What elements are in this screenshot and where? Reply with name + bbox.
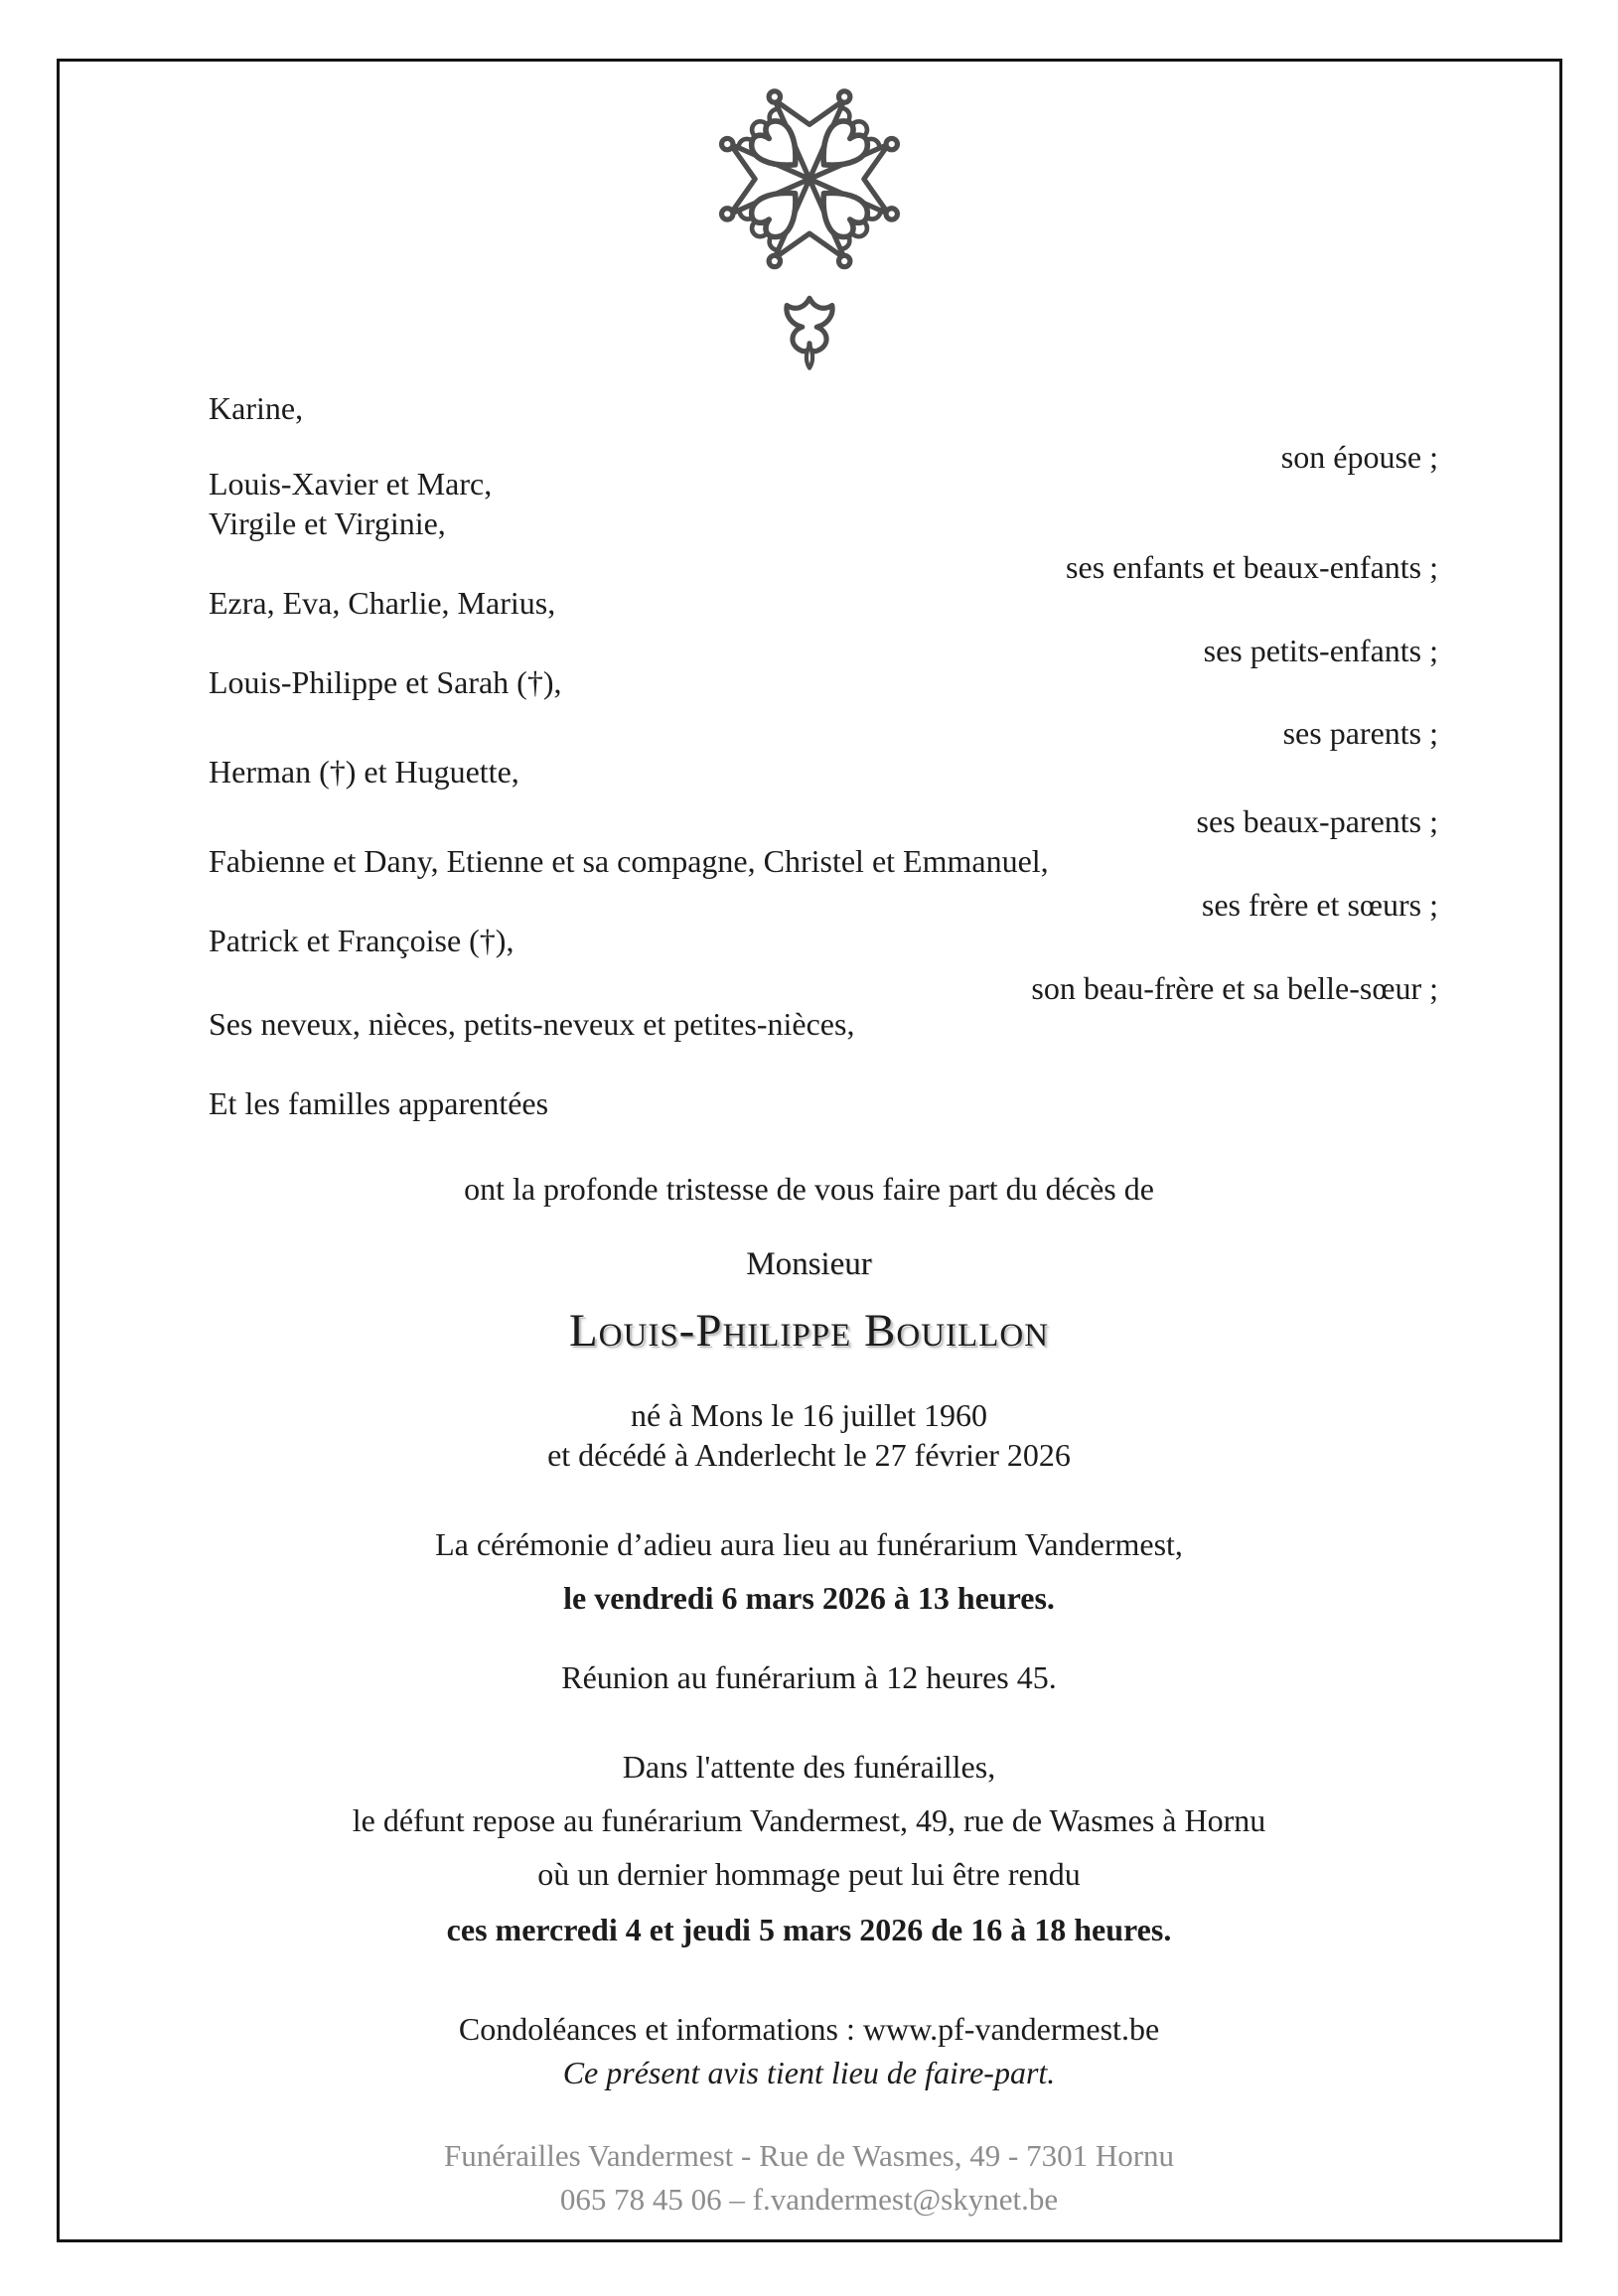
visitation-hours-line: ces mercredi 4 et jeudi 5 mars 2026 de 16 à 18 heures. [446,1912,1172,1947]
family-name-line: Et les familles apparentées [209,1085,549,1121]
announcement-intro: ont la profonde tristesse de vous faire part du décès de [464,1171,1154,1207]
family-relation-line: son beau-frère et sa belle-sœur ; [1031,970,1438,1006]
ceremony-datetime-line: le vendredi 6 mars 2026 à 13 heures. [563,1580,1055,1616]
ceremony-meeting-line: Réunion au funérarium à 12 heures 45. [561,1659,1057,1695]
visitation-line: le défunt repose au funérarium Vandermest, 49, rue de Wasmes à Hornu [352,1802,1266,1838]
family-relation-line: ses petits-enfants ; [1203,633,1438,668]
family-name-line: Louis-Xavier et Marc, [209,466,493,502]
condolences-info-line: Condoléances et informations : www.pf-vandermest.be [458,2011,1160,2047]
visitation-line: Dans l'attente des funérailles, [622,1749,996,1785]
deceased-name: Louis-Philippe Bouillon [568,1305,1050,1357]
family-relation-line: son épouse ; [1280,439,1438,475]
ceremony-location-line: La cérémonie d’adieu aura lieu au funérarium Vandermest, [435,1526,1183,1562]
family-name-line: Ses neveux, nièces, petits-neveux et petites-nièces, [209,1006,855,1042]
funeral-home-contact: 065 78 45 06 – f.vandermest@skynet.be [559,2182,1059,2217]
death-line: et décédé à Anderlecht le 27 février 2026 [547,1437,1071,1473]
family-name-line: Louis-Philippe et Sarah (†), [209,664,562,700]
family-name-line: Virgile et Virginie, [209,505,446,541]
family-name-line: Herman (†) et Huguette, [209,754,519,789]
family-relation-line: ses beaux-parents ; [1196,803,1438,839]
huguenot-cross-dove-icon [695,81,924,379]
family-name-line: Fabienne et Dany, Etienne et sa compagne, Christel et Emmanuel, [209,843,1049,879]
family-relation-line: ses frère et sœurs ; [1201,887,1438,923]
funeral-home-address: Funérailles Vandermest - Rue de Wasmes, 49 - 7301 Hornu [443,2138,1175,2173]
family-name-line: Ezra, Eva, Charlie, Marius, [209,585,556,621]
birth-line: né à Mons le 16 juillet 1960 [630,1397,988,1433]
deceased-title: Monsieur [746,1246,872,1282]
condolences-notice-line: Ce présent avis tient lieu de faire-part. [562,2055,1056,2090]
visitation-line: où un dernier hommage peut lui être rendu [537,1856,1081,1892]
family-name-line: Karine, [209,390,304,426]
family-relation-line: ses enfants et beaux-enfants ; [1066,549,1438,585]
family-name-line: Patrick et Françoise (†), [209,923,515,958]
family-relation-line: ses parents ; [1282,715,1438,751]
